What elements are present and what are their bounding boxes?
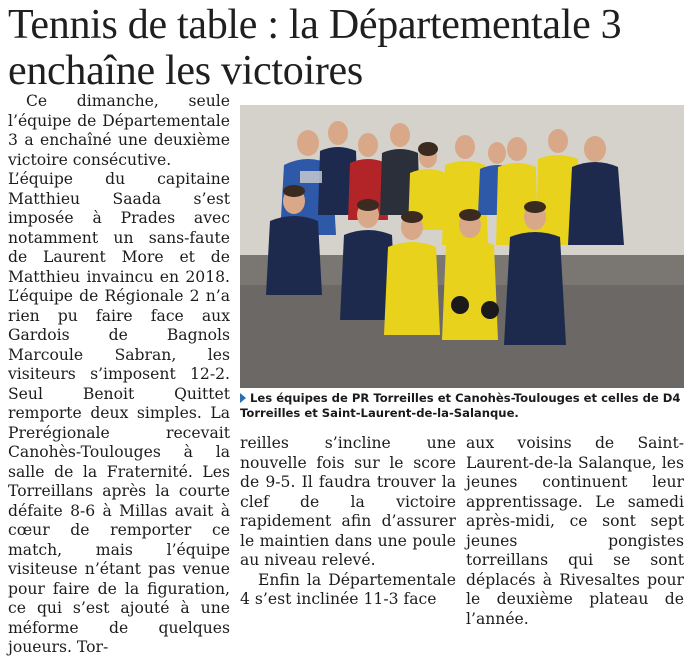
column-1-paragraph-1: Ce dimanche, seule l’équipe de Départementale 3 a enchaîné une deuxième victoire consécutive. bbox=[8, 92, 230, 169]
team-photo bbox=[240, 105, 684, 388]
column-3-paragraph-1: aux voisins de Saint-Laurent-de-la Salanque, les jeunes continuent leur apprentissage. Le samedi après-midi, ce sont sept jeunes pongistes torreillans qui se sont déplacés à Rivesaltes pour le deuxième plateau de l’année. bbox=[466, 434, 684, 628]
headline bbox=[8, 2, 684, 94]
team-photo-illustration bbox=[240, 105, 684, 388]
photo-caption bbox=[240, 391, 684, 421]
article-column-1 bbox=[8, 92, 230, 658]
headline-line-1: Tennis de table : la Départementale 3 bbox=[8, 2, 622, 48]
article-column-2 bbox=[240, 434, 456, 610]
column-2-paragraph-1: reilles s’incline une nouvelle fois sur le score de 9-5. Il faudra trouver la clef de la victoire rapidement afin d’assurer le maintien dans une poule au niveau relevé. bbox=[240, 434, 456, 569]
article-column-3 bbox=[466, 434, 684, 629]
column-1-paragraph-2: L’équipe du capitaine Matthieu Saada s’est imposée à Prades avec notamment un sans-faute de Laurent More et de Matthieu invaincu en 2018. L’équipe de Régionale 2 n’a rien pu faire face aux Gardois de Bagnols Marcoule Sabran, les visiteurs s’imposent 12-2. Seul Benoit Quittet remporte deux simples. La Prerégionale recevait Canohès-Toulouges à la salle de la Fraternité. Les Torreillans après la courte défaite 8-6 à Millas avait à cœur de remporter ce match, mais l’équipe visiteuse n’étant pas venue pour faire de la figuration, ce qui s’est ajouté à une méforme de quelques joueurs. Tor- bbox=[8, 170, 230, 656]
headline-line-2: enchaîne les victoires bbox=[8, 48, 363, 94]
column-2-paragraph-2: Enfin la Départementale 4 s’est inclinée 11-3 face bbox=[240, 570, 456, 608]
caption-marker-icon bbox=[240, 393, 246, 403]
caption-text: Les équipes de PR Torreilles et Canohès-Toulouges et celles de D4 Torreilles et Saint-Laurent-de-la-Salanque. bbox=[240, 391, 681, 420]
